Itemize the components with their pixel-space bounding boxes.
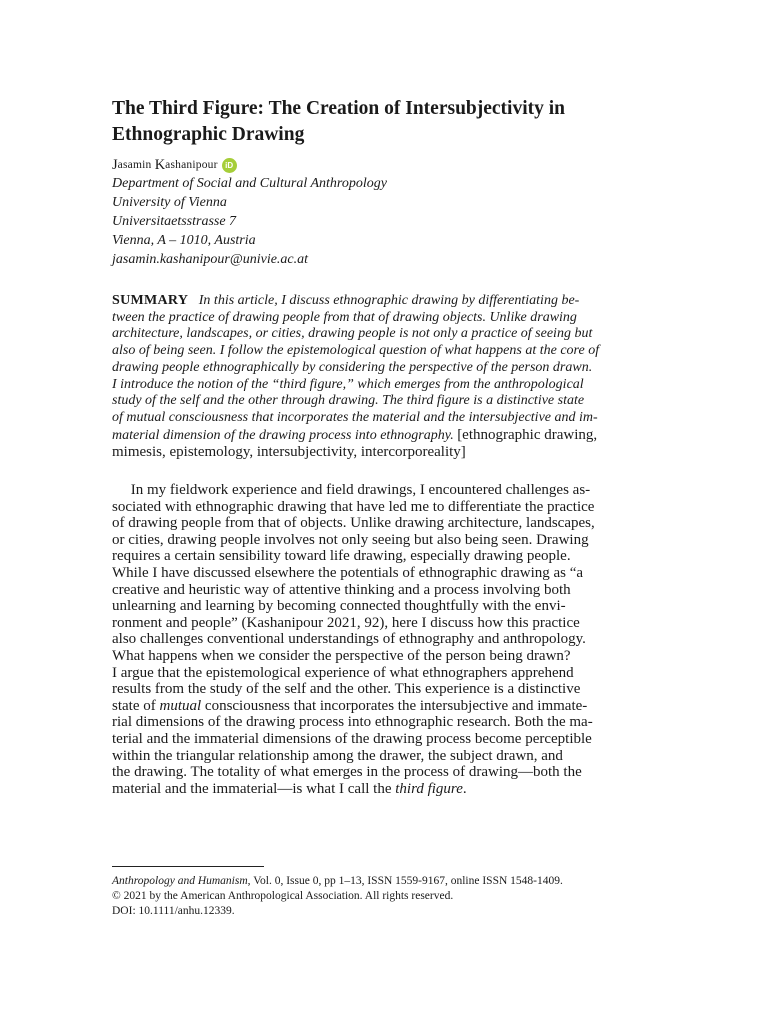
author-email[interactable]: jasamin.kashanipour@univie.ac.at bbox=[112, 252, 309, 267]
body-line: of drawing people from that of objects. Unlike drawing architecture, landscapes, bbox=[112, 515, 595, 532]
summary-line: architecture, landscapes, or cities, drawing people is not only a practice of seeing but bbox=[112, 326, 593, 342]
body-line: creative and heuristic way of attentive thinking and a process involving both bbox=[112, 581, 571, 598]
body-line: unlearning and learning by becoming connected thoughtfully with the envi- bbox=[112, 598, 566, 615]
summary-line: also of being seen. I follow the epistemological question of what happens at the core of bbox=[112, 343, 600, 359]
summary-line: drawing people ethnographically by considering the perspective of the person drawn. bbox=[112, 359, 593, 375]
summary-label: SUMMARY bbox=[112, 293, 189, 308]
footnote-doi[interactable]: DOI: 10.1111/anhu.12339. bbox=[112, 905, 235, 918]
footnote-journal-line: Anthropology and Humanism, Vol. 0, Issue 0, pp 1–13, ISSN 1559-9167, online ISSN 1548-1409. bbox=[112, 875, 563, 887]
body-line: state of mutual consciousness that incorporates the intersubjective and immate- bbox=[112, 697, 588, 714]
affiliation-university: University of Vienna bbox=[112, 195, 227, 210]
author-name: J asamin K ashanipour iD bbox=[112, 156, 237, 174]
body-line: What happens when we consider the perspective of the person being drawn? bbox=[112, 647, 571, 664]
body-line: rial dimensions of the drawing process into ethnographic research. Both the ma- bbox=[112, 714, 593, 731]
body-line: material and the immaterial—is what I call the third figure. bbox=[112, 780, 467, 797]
body-line: ronment and people” (Kashanipour 2021, 92), here I discuss how this practice bbox=[112, 614, 580, 631]
summary-line: I introduce the notion of the “third figure,” which emerges from the anthropological bbox=[112, 376, 584, 392]
footnote-copyright: © 2021 by the American Anthropological Association. All rights reserved. bbox=[112, 890, 454, 903]
body-line: requires a certain sensibility toward life drawing, especially drawing people. bbox=[112, 548, 571, 565]
title-line-1: The Third Figure: The Creation of Intersubjectivity in bbox=[112, 98, 566, 119]
summary-line: study of the self and the other through drawing. The third figure is a distinctive state bbox=[112, 393, 585, 409]
publication-footnote bbox=[112, 874, 563, 920]
keywords: [ethnographic drawing, bbox=[457, 426, 598, 443]
body-line: I argue that the epistemological experience of what ethnographers apprehend bbox=[112, 664, 574, 681]
summary-line: material dimension of the drawing process into ethnography. [ethnographic drawing, bbox=[112, 426, 598, 443]
body-line: results from the study of the self and the other. This experience is a distinctive bbox=[112, 681, 581, 698]
paper-page bbox=[112, 0, 662, 1024]
body-line: also challenges conventional understandings of ethnography and anthropology. bbox=[112, 631, 586, 648]
keywords-line: mimesis, epistemology, intersubjectivity, intercorporeality] bbox=[112, 444, 466, 461]
affiliation-street: Universitaetsstrasse 7 bbox=[112, 214, 237, 229]
body-line: terial and the immaterial dimensions of the drawing process become perceptible bbox=[112, 730, 592, 747]
affiliation-city: Vienna, A – 1010, Austria bbox=[112, 233, 256, 248]
orcid-icon[interactable]: iD bbox=[222, 158, 237, 173]
body-line: the drawing. The totality of what emerges in the process of drawing—both the bbox=[112, 764, 582, 781]
title-line-2: Ethnographic Drawing bbox=[112, 124, 305, 145]
body-line: While I have discussed elsewhere the potentials of ethnographic drawing as “a bbox=[112, 564, 584, 581]
body-line: In my fieldwork experience and field drawings, I encountered challenges as- bbox=[130, 482, 591, 498]
summary-line: tween the practice of drawing people from that of drawing objects. Unlike drawing bbox=[112, 309, 577, 325]
author-affiliation bbox=[112, 174, 387, 269]
footnote-divider bbox=[112, 866, 264, 867]
summary-line: of mutual consciousness that incorporates the material and the intersubjective and im- bbox=[112, 409, 598, 425]
body-line: sociated with ethnographic drawing that have led me to differentiate the practice bbox=[112, 498, 595, 515]
body-line: or cities, drawing people involves not only seeing but also being seen. Drawing bbox=[112, 531, 589, 548]
summary-line: SUMMARY In this article, I discuss ethnographic drawing by differentiating be- bbox=[112, 293, 580, 308]
summary-abstract bbox=[112, 293, 662, 461]
body-paragraph bbox=[112, 482, 662, 797]
affiliation-department: Department of Social and Cultural Anthropology bbox=[112, 176, 387, 191]
body-line: within the triangular relationship among the drawer, the subject drawn, and bbox=[112, 747, 563, 764]
article-title bbox=[112, 96, 662, 148]
